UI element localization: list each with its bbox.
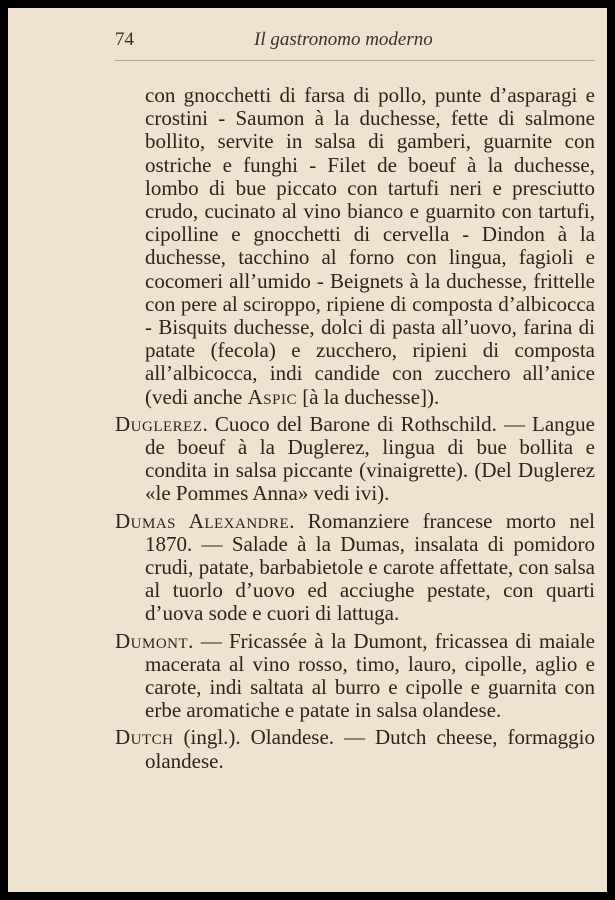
entry-text: (ingl.). Olandese. — Dutch cheese, formaggio olandese. (145, 725, 595, 773)
cross-reference: Aspic (247, 384, 297, 409)
entry-headword: Duglerez (115, 411, 203, 436)
book-page (8, 8, 607, 892)
entry-headword: Dutch (115, 725, 174, 750)
entry-duglerez (115, 413, 595, 506)
entry-headword: Dumont (115, 628, 189, 653)
header-rule (115, 60, 595, 61)
entry-text: con gnocchetti di farsa di pollo, punte d’asparagi e crostini - Saumon à la duchesse, fette di salmone bollito, servite in salsa di gamberi, guarnite con ostriche e funghi - Filet de boeuf à la duchesse, lombo di bue piccato con tartufi neri e presciutto crudo, cucinato al vino bianco e guarnito con tartufi, cipolline e gnocchetti di cervella - Dindon à la duchesse, tacchino al forno con lingua, fagioli e cocomeri all’umido - Beignets à la duchesse, frittelle con pere al sciroppo, ripiene di composta d’albicocca - Bisquits duchesse, dolci di pasta all’uovo, farina di patate (fecola) e zucchero, ripieni di composta all’albicocca, indi candide con zucchero all’anice (vedi anche (145, 83, 595, 409)
entry-headword: Dumas Alexandre (115, 508, 290, 533)
entry-text-tail: [à la duchesse]). (296, 384, 440, 409)
page-number: 74 (115, 29, 134, 50)
entry-text: . — Fricassée à la Dumont, fricassea di maiale macerata al vino rosso, timo, lauro, cipolle, aglio e carote, indi saltata al burro e cipolle e guarnita con erbe aromatiche e patate in salsa olandese. (145, 628, 595, 723)
entry-dumont (115, 630, 595, 723)
entry-continuation (115, 84, 595, 409)
entry-dumas (115, 510, 595, 626)
running-title: Il gastronomo moderno (254, 29, 433, 50)
entry-text: . Romanziere francese morto nel 1870. — Salade à la Dumas, insalata di pomidoro crudi, patate, barbabietole e carote affettate, con salsa al tuorlo d’uovo ed acciughe pestate, con quarti d’uova sode e cuori di lattuga. (145, 508, 595, 626)
entry-text: . Cuoco del Barone di Rothschild. — Langue de boeuf à la Duglerez, lingua di bue bollita e condita in salsa piccante (vinaigrette). (Del Duglerez «le Pommes Anna» vedi ivi). (145, 411, 595, 506)
page-body (115, 84, 595, 777)
entry-dutch (115, 726, 595, 772)
